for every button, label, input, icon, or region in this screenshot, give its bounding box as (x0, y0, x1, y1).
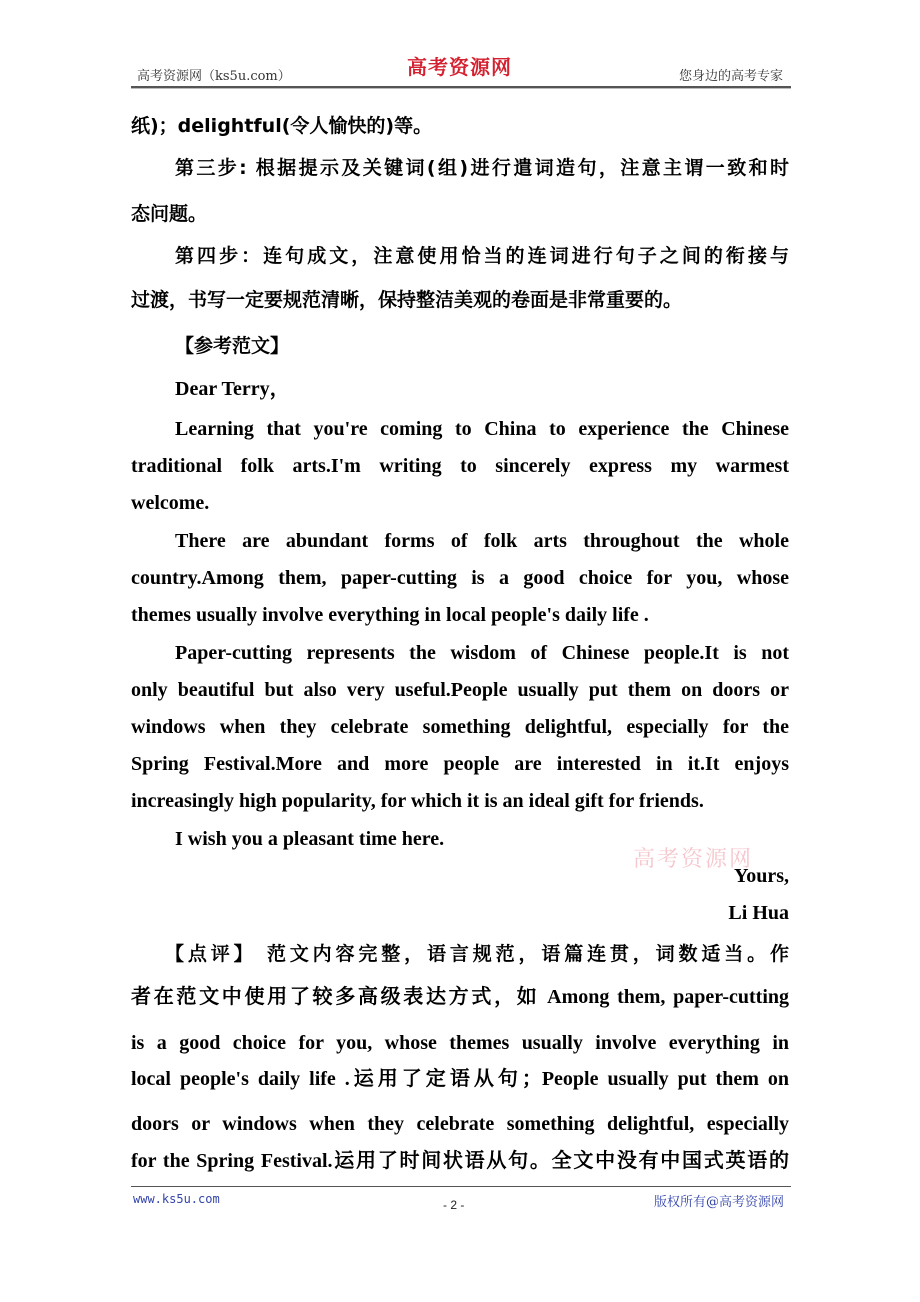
text-line: 者在范文中使用了较多高级表达方式，如 Among them, paper-cutting (131, 986, 789, 1008)
letter-signature: Li Hua (728, 902, 789, 924)
watermark-logo: 高考资源网 (633, 847, 754, 872)
comment-heading-line: 【点评】 范文内容完整，语言规范，语篇连贯，词数适当。作 (165, 943, 789, 965)
page-header (131, 55, 789, 86)
text-line: increasingly high popularity, for which it is an ideal gift for friends. (131, 790, 704, 812)
header-logo: 高考资源网 (407, 55, 512, 79)
text-line: country.Among them, paper-cutting is a good choice for you, whose (131, 567, 789, 589)
text-line: Learning that you're coming to China to experience the Chinese (175, 418, 789, 440)
text-line: only beautiful but also very useful.People usually put them on doors or (131, 679, 789, 701)
step-four-line: 第四步：连句成文，注意使用恰当的连词进行句子之间的衔接与 (175, 245, 789, 267)
footer-copyright: 版权所有@高考资源网 (653, 1195, 784, 1210)
text-line: There are abundant forms of folk arts throughout the whole (175, 530, 789, 552)
page-number: - 2 - (443, 1198, 465, 1212)
text-line: 过渡，书写一定要规范清晰，保持整洁美观的卷面是非常重要的。 (131, 289, 683, 311)
text-line: welcome. (131, 492, 210, 514)
header-site-name: 高考资源网（ks5u.com） (137, 69, 291, 84)
text-line: 态问题。 (131, 203, 208, 225)
header-slogan: 您身边的高考专家 (678, 69, 783, 84)
text-line: local people's daily life .运用了定语从句；People usually put them on (131, 1068, 789, 1090)
footer-divider (131, 1186, 791, 1187)
header-divider (131, 86, 791, 89)
text-line: windows when they celebrate something delightful, especially for the (131, 716, 789, 738)
letter-closing: Yours, (733, 865, 789, 887)
text-line: themes usually involve everything in local people's daily life . (131, 604, 649, 626)
text-line: doors or windows when they celebrate something delightful, especially (131, 1113, 789, 1135)
section-heading-sample-essay: 【参考范文】 (175, 335, 290, 357)
text-line: is a good choice for you, whose themes usually involve everything in (131, 1032, 789, 1054)
letter-salutation: Dear Terry， (175, 378, 290, 400)
text-line: Paper-cutting represents the wisdom of Chinese people.It is not (175, 642, 789, 664)
footer-website-link[interactable]: www.ks5u.com (133, 1192, 220, 1206)
text-line: I wish you a pleasant time here. (175, 828, 445, 850)
text-line: traditional folk arts.I'm writing to sincerely express my warmest (131, 455, 789, 477)
text-line: Spring Festival.More and more people are interested in it.It enjoys (131, 753, 789, 775)
step-three-line: 第三步: 根据提示及关键词(组)进行遣词造句，注意主谓一致和时 (175, 157, 789, 179)
text-line: 纸)；delightful(令人愉快的)等。 (131, 115, 433, 137)
text-line: for the Spring Festival.运用了时间状语从句。全文中没有中国式英语的 (131, 1150, 789, 1172)
